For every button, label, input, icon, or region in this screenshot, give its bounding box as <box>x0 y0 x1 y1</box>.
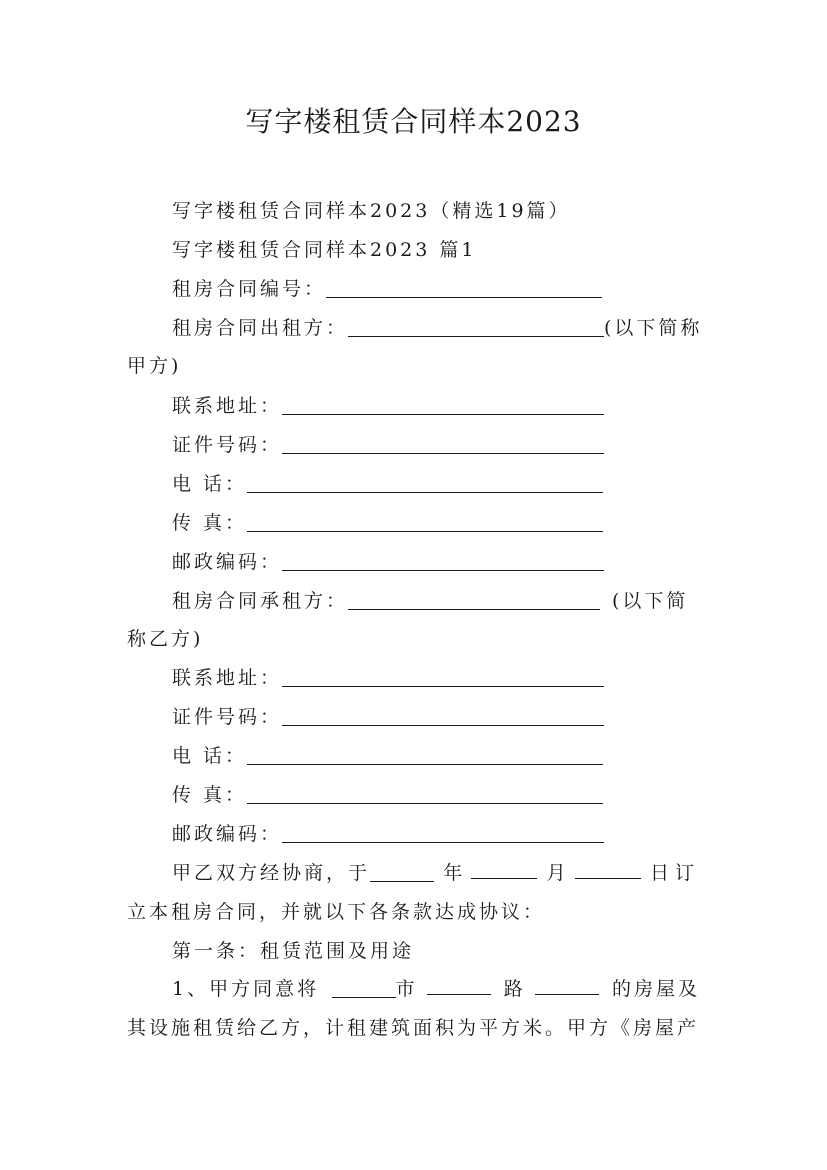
lessor-postcode-blank <box>282 550 604 571</box>
agreement-line-1 <box>172 858 700 888</box>
lessor-postcode-label: 邮政编码： <box>172 551 283 573</box>
lessor-address-blank <box>282 394 604 415</box>
article-heading: 写字楼租赁合同样本2023 篇1 <box>172 239 477 261</box>
lessee-row <box>172 586 688 616</box>
lessee-address-blank <box>282 666 604 687</box>
article1-heading: 第一条：租赁范围及用途 <box>172 940 415 962</box>
lessee-fax-row <box>172 780 603 810</box>
article1-line-2: 其设施租赁给乙方，计租建筑面积为平方米。甲方《房屋产 <box>127 1017 700 1039</box>
lessee-label: 租房合同承租方： <box>172 590 349 612</box>
agreement-text: 甲乙双方经协商，于 <box>172 862 371 884</box>
day-label: 日订 <box>649 862 700 884</box>
road-label: 路 <box>503 978 523 1000</box>
year-label: 年 <box>443 862 463 884</box>
collection-heading: 写字楼租赁合同样本2023（精选19篇） <box>172 200 571 222</box>
house-label: 的房屋及 <box>611 978 700 1000</box>
lessee-suffix-cont: 称乙方) <box>127 628 204 650</box>
city-label: 市 <box>395 978 415 1000</box>
clause-start: 1、甲方同意将 <box>172 978 320 1000</box>
lessee-postcode-label: 邮政编码： <box>172 823 283 845</box>
day-blank <box>575 858 641 879</box>
contract-number-label: 租房合同编号： <box>172 278 327 300</box>
lessor-phone-blank <box>247 472 603 493</box>
year-blank <box>370 861 434 882</box>
lessee-id-blank <box>282 705 604 726</box>
lessee-postcode-row <box>172 819 604 849</box>
document-title: 写字楼租赁合同样本2023 <box>245 105 582 138</box>
lessor-id-blank <box>282 433 604 454</box>
lessee-postcode-blank <box>282 822 604 843</box>
lessor-postcode-row <box>172 547 604 577</box>
lessor-fax-label: 传 真： <box>172 512 248 534</box>
month-label: 月 <box>546 862 566 884</box>
lessor-phone-row <box>172 469 603 499</box>
lessee-phone-row <box>172 741 603 771</box>
month-blank <box>471 858 537 879</box>
city-blank <box>332 977 396 998</box>
lessee-fax-label: 传 真： <box>172 784 248 806</box>
lessee-id-row <box>172 702 604 732</box>
lessor-fax-blank <box>247 511 603 532</box>
lessor-label: 租房合同出租方： <box>172 317 349 339</box>
contract-number-blank <box>326 277 602 298</box>
lessor-blank <box>348 316 604 337</box>
lessor-suffix: (以下简称 <box>604 317 703 339</box>
road-name-blank <box>427 974 491 995</box>
article1-line-1 <box>172 974 700 1004</box>
lessee-suffix: (以下简 <box>612 590 689 612</box>
lessee-phone-label: 电 话： <box>172 745 248 767</box>
lessor-fax-row <box>172 508 603 538</box>
lessor-suffix-cont: 甲方) <box>127 355 182 377</box>
house-number-blank <box>535 974 599 995</box>
lessor-phone-label: 电 话： <box>172 473 248 495</box>
lessee-phone-blank <box>247 744 603 765</box>
contract-number-row <box>172 274 602 304</box>
lessor-row <box>172 313 702 343</box>
lessor-id-row <box>172 430 604 460</box>
lessor-address-row <box>172 391 604 421</box>
lessee-blank <box>348 589 600 610</box>
lessor-id-label: 证件号码： <box>172 434 283 456</box>
lessee-fax-blank <box>247 783 603 804</box>
lessee-id-label: 证件号码： <box>172 706 283 728</box>
lessor-address-label: 联系地址： <box>172 395 283 417</box>
agreement-line-2: 立本租房合同，并就以下各条款达成协议： <box>127 901 546 923</box>
lessee-address-row <box>172 663 604 693</box>
lessee-address-label: 联系地址： <box>172 667 283 689</box>
